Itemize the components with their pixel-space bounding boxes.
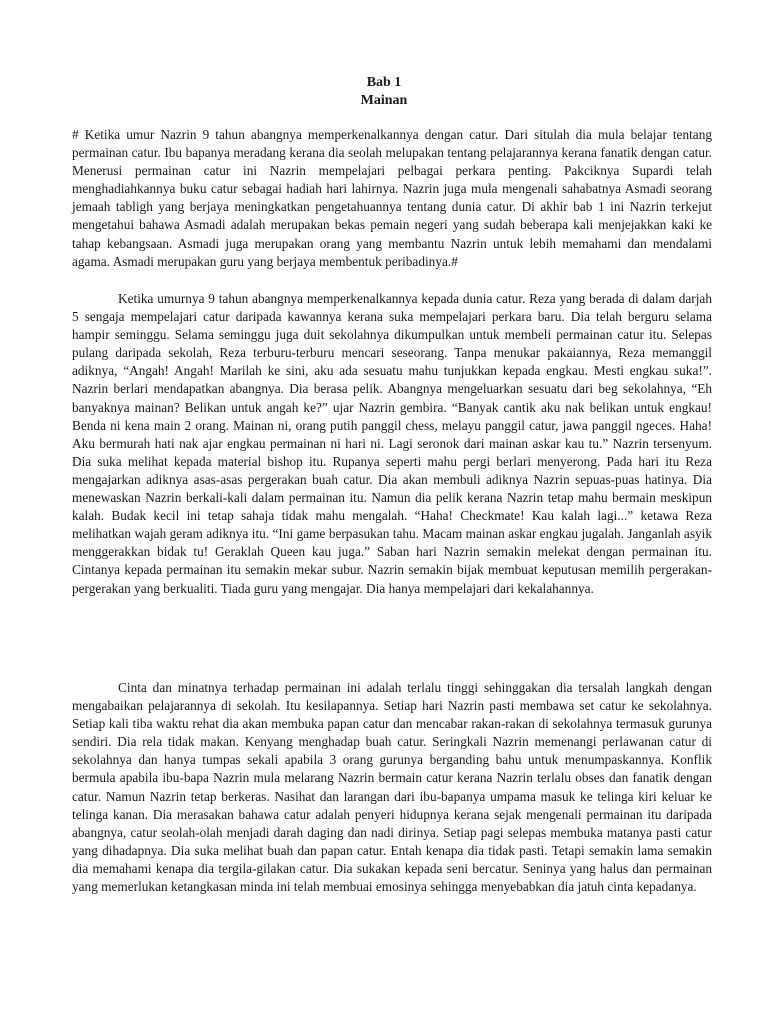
body-paragraph: Ketika umurnya 9 tahun abangnya memperkenalkannya kepada dunia catur. Reza yang berada di dalam darjah 5 sengaja mempelajari catur daripada kawannya kerana suka mempelajari perkara baru. Dia telah berguru selama hampir seminggu. Selama seminggu juga duit sekolahnya dikumpulkan untuk membeli permainan catur itu. Selepas pulang daripada sekolah, Reza terburu-terburu mencari seseorang. Tanpa menukar pakaiannya, Reza memanggil adiknya, “Angah! Angah! Marilah ke sini, aku ada sesuatu mahu tunjukkan kepada engkau. Mesti engkau suka!”. Nazrin berlari mendapatkan abangnya. Dia berasa pelik. Abangnya mengeluarkan sesuatu dari beg sekolahnya, “Eh banyaknya mainan? Belikan untuk angah ke?” ujar Nazrin gembira. “Banyak cantik aku nak belikan untuk engkau! Benda ni kena main 2 orang. Mainan ni, orang putih panggil chess, melayu panggil catur, jawa panggil ngeces. Haha! Aku bermurah hati nak ajar engkau permainan ni hari ni. Lagi seronok dari mainan askar kau tu.” Nazrin tersenyum. Dia suka melihat kepada material bishop itu. Rupanya seperti mahu pergi berlari menyerong. Pada hari itu Reza mengajarkan adiknya asas-asas pergerakan buah catur. Dia akan membuli adiknya Nazrin sepuas-puas hatinya. Dia menewaskan Nazrin berkali-kali dalam permainan itu. Namun dia pelik kerana Nazrin tetap mahu bermain meskipun kalah. Budak kecil ini tetap sahaja tidak mahu mengalah. “Haha! Checkmate! Kau kalah lagi...” ketawa Reza melihatkan wajah geram adiknya itu. “Ini game berpasukan tahu. Macam mainan askar engkau jugalah. Janganlah asyik menggerakkan bidak tu! Geraklah Queen kau juga.” Saban hari Nazrin semakin melekat dengan permainan itu. Cintanya kepada permainan itu semakin mekar subur. Nazrin semakin bijak membuat keputusan memilih pergerakan-pergerakan yang berkualiti. Tiada guru yang mengajar. Dia hanya mempelajari dari kekalahannya.	[72, 291, 712, 596]
body-paragraph: Cinta dan minatnya terhadap permainan ini adalah terlalu tinggi sehinggakan dia tersalah langkah dengan mengabaikan pelajarannya di sekolah. Itu kesilapannya. Setiap hari Nazrin pasti membawa set catur ke sekolahnya. Setiap kali tiba waktu rehat dia akan membuka papan catur dan mencabar rakan-rakan di sekolahnya termasuk gurunya sendiri. Dia rela tidak makan. Kenyang menghadap buah catur. Seringkali Nazrin memenangi perlawanan catur di sekolahnya dan hanya tumpas sekali apabila 3 orang gurunya berganding bahu untuk menumpaskannya. Konflik bermula apabila ibu-bapa Nazrin mula melarang Nazrin bermain catur kerana Nazrin terlalu obses dan fanatik dengan catur. Namun Nazrin tetap berkeras. Nasihat dan larangan dari ibu-bapanya umpama masuk ke telinga kiri keluar ke telinga kanan. Dia merasakan bahawa catur adalah penyeri hidupnya kerana sejak mengenali permainan itu daripada abangnya, catur seolah-olah menjadi darah daging dan nadi dirinya. Setiap pagi selepas membuka matanya pasti catur yang dihadapnya. Dia suka melihat buah dan papan catur. Entah kenapa dia tidak pasti. Tetapi semakin lama semakin dia memahami kenapa dia tergila-gilakan catur. Dia sukakan kepada seni bercatur. Seninya yang halus dan permainan yang memerlukan ketangkasan minda ini telah membuai emosinya sehingga menyebabkan dia jatuh cinta kepadanya.	[72, 680, 712, 895]
chapter-number: Bab 1	[366, 75, 402, 90]
chapter-title: Mainan	[360, 93, 408, 108]
summary-paragraph: # Ketika umur Nazrin 9 tahun abangnya memperkenalkannya dengan catur. Dari situlah dia mula belajar tentang permainan catur. Ibu bapanya meradang kerana dia seolah melupakan tentang pelajarannya kerana fanatik dengan catur. Menerusi permainan catur ini Nazrin mempelajari pelbagai perkara penting. Pakciknya Supardi telah menghadiahkannya buku catur sebagai hadiah hari lahirnya. Nazrin juga mula mengenali sahabatnya Asmadi seorang jemaah tabligh yang berjaya meningkatkan pengetahuannya tentang dunia catur. Di akhir bab 1 ini Nazrin terkejut mengetahui bahawa Asmadi adalah merupakan bekas pemain negeri yang sudah beberapa kali menjejakkan kaki ke tahap kebangsaan. Asmadi juga merupakan orang yang membantu Nazrin untuk lebih memahami dan mendalami agama. Asmadi merupakan guru yang berjaya membentuk peribadinya.#	[72, 127, 712, 269]
